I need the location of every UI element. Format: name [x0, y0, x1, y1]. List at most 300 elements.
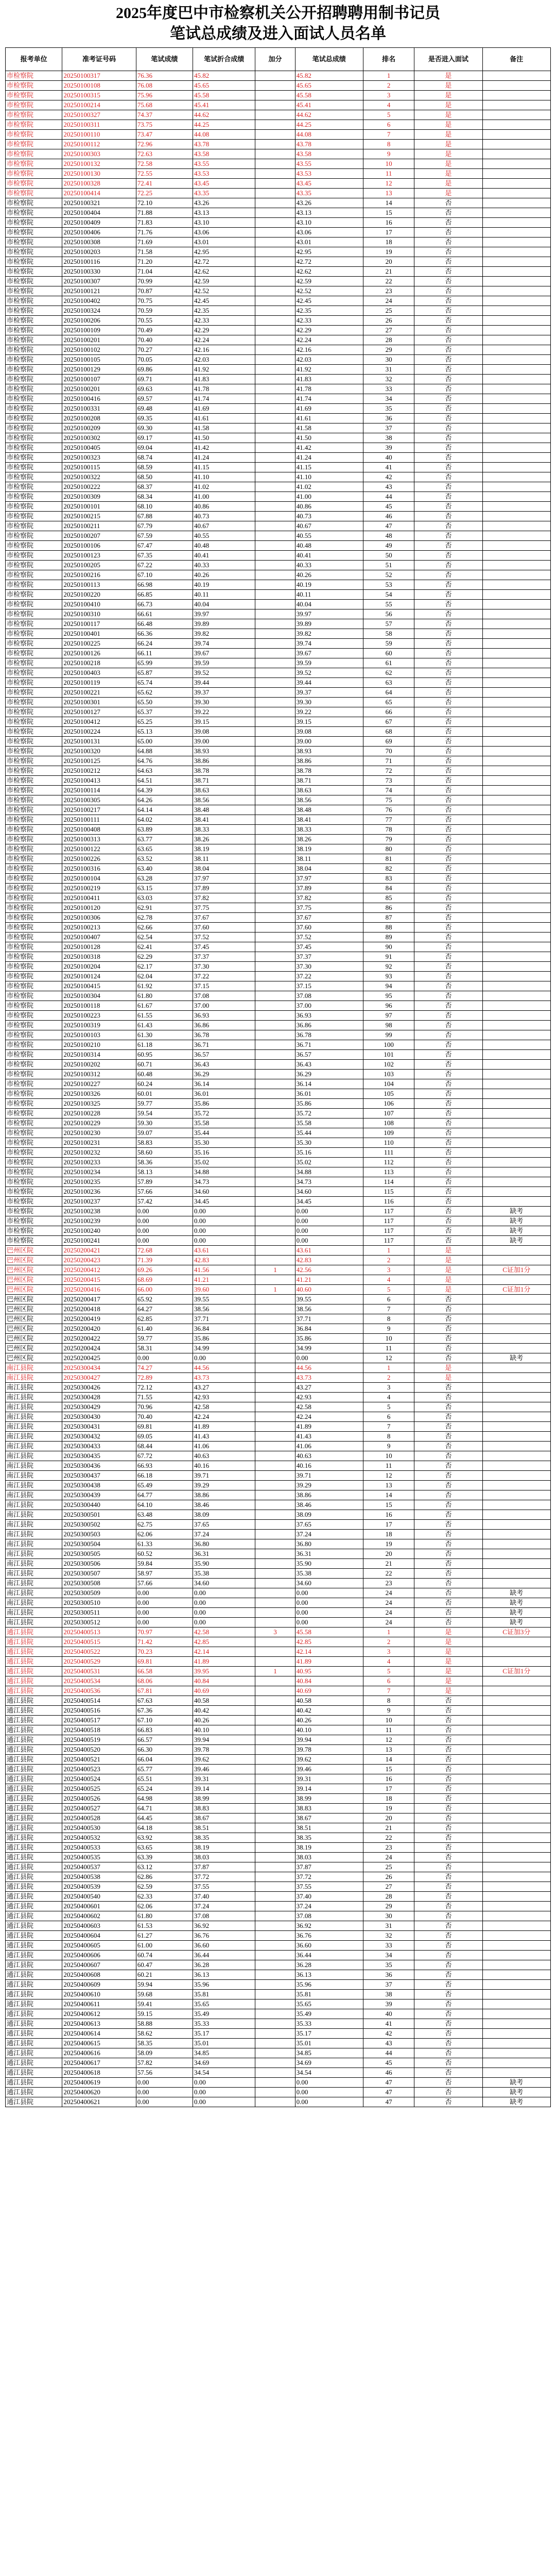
cell-converted-score: 41.58: [193, 423, 255, 433]
cell-rank: 99: [363, 1030, 414, 1040]
cell-remark: [482, 1314, 550, 1324]
cell-bonus: [255, 247, 295, 257]
cell-score: 65.87: [136, 668, 193, 678]
cell-unit: 通江县院: [6, 2068, 62, 2078]
cell-remark: C证加1分: [482, 1285, 550, 1295]
cell-total-score: 37.60: [295, 923, 363, 933]
table-row: [6, 169, 551, 179]
cell-converted-score: 41.02: [193, 482, 255, 492]
cell-converted-score: 41.74: [193, 394, 255, 404]
cell-interview: 否: [414, 1304, 482, 1314]
cell-interview: 否: [414, 502, 482, 512]
cell-converted-score: 41.43: [193, 1432, 255, 1442]
cell-converted-score: 0.00: [193, 1588, 255, 1598]
cell-rank: 24: [363, 1853, 414, 1862]
table-row: [6, 1970, 551, 1980]
cell-converted-score: 39.97: [193, 609, 255, 619]
cell-bonus: [255, 1970, 295, 1980]
cell-total-score: 40.73: [295, 512, 363, 521]
cell-bonus: [255, 658, 295, 668]
cell-converted-score: 37.24: [193, 1530, 255, 1539]
cell-converted-score: 40.67: [193, 521, 255, 531]
cell-total-score: 43.13: [295, 208, 363, 218]
cell-unit: 巴州区院: [6, 1256, 62, 1265]
cell-score: 57.66: [136, 1579, 193, 1588]
cell-unit: 市检察院: [6, 766, 62, 776]
cell-rank: 69: [363, 737, 414, 747]
cell-remark: [482, 149, 550, 159]
cell-exam-no: 20250200418: [62, 1304, 136, 1314]
cell-remark: [482, 962, 550, 972]
cell-score: 63.03: [136, 893, 193, 903]
cell-unit: 巴州区院: [6, 1285, 62, 1295]
cell-bonus: [255, 1999, 295, 2009]
table-row: [6, 1784, 551, 1794]
table-row: [6, 1481, 551, 1490]
table-row: [6, 991, 551, 1001]
table-row: [6, 1265, 551, 1275]
cell-score: 57.89: [136, 1177, 193, 1187]
cell-unit: 通江县院: [6, 1970, 62, 1980]
cell-bonus: [255, 707, 295, 717]
cell-unit: 市检察院: [6, 884, 62, 893]
cell-converted-score: 36.13: [193, 1970, 255, 1980]
cell-bonus: [255, 335, 295, 345]
cell-exam-no: 20250100239: [62, 1216, 136, 1226]
cell-total-score: 35.16: [295, 1148, 363, 1158]
cell-interview: 否: [414, 1833, 482, 1843]
cell-rank: 5: [363, 110, 414, 120]
cell-rank: 43: [363, 2039, 414, 2048]
table-row: [6, 1530, 551, 1539]
cell-exam-no: 20250100411: [62, 893, 136, 903]
table-row: [6, 512, 551, 521]
cell-unit: 市检察院: [6, 1128, 62, 1138]
cell-bonus: [255, 1735, 295, 1745]
cell-converted-score: 37.08: [193, 1911, 255, 1921]
cell-rank: 55: [363, 600, 414, 609]
cell-exam-no: 20250400532: [62, 1833, 136, 1843]
cell-remark: 缺考: [482, 1226, 550, 1236]
cell-exam-no: 20250400612: [62, 2009, 136, 2019]
cell-converted-score: 40.73: [193, 512, 255, 521]
cell-rank: 117: [363, 1236, 414, 1246]
cell-interview: 否: [414, 531, 482, 541]
cell-rank: 12: [363, 1735, 414, 1745]
table-row: [6, 316, 551, 326]
cell-interview: 是: [414, 1686, 482, 1696]
cell-bonus: [255, 1383, 295, 1393]
cell-total-score: 41.78: [295, 384, 363, 394]
cell-score: 67.88: [136, 512, 193, 521]
cell-bonus: [255, 541, 295, 551]
cell-remark: [482, 688, 550, 698]
cell-remark: [482, 1275, 550, 1285]
cell-exam-no: 20250400611: [62, 1999, 136, 2009]
cell-score: 70.75: [136, 296, 193, 306]
cell-total-score: 37.30: [295, 962, 363, 972]
cell-bonus: [255, 874, 295, 884]
cell-converted-score: 38.93: [193, 747, 255, 756]
cell-converted-score: 40.11: [193, 590, 255, 600]
cell-converted-score: 42.95: [193, 247, 255, 257]
table-row: [6, 492, 551, 502]
table-row: [6, 1931, 551, 1941]
cell-rank: 75: [363, 795, 414, 805]
cell-total-score: 45.82: [295, 71, 363, 81]
cell-score: 70.55: [136, 316, 193, 326]
cell-unit: 通江县院: [6, 2009, 62, 2019]
cell-converted-score: 41.15: [193, 463, 255, 472]
cell-rank: 31: [363, 365, 414, 375]
cell-bonus: [255, 1226, 295, 1236]
cell-exam-no: 20250400609: [62, 1980, 136, 1990]
cell-exam-no: 20250400527: [62, 1804, 136, 1814]
cell-interview: 否: [414, 384, 482, 394]
cell-unit: 市检察院: [6, 747, 62, 756]
cell-bonus: [255, 590, 295, 600]
cell-score: 73.75: [136, 120, 193, 130]
cell-converted-score: 38.56: [193, 795, 255, 805]
cell-remark: [482, 169, 550, 179]
cell-bonus: [255, 688, 295, 698]
cell-rank: 110: [363, 1138, 414, 1148]
cell-converted-score: 42.83: [193, 1256, 255, 1265]
cell-unit: 通江县院: [6, 1716, 62, 1725]
cell-remark: [482, 795, 550, 805]
cell-remark: [482, 140, 550, 149]
cell-rank: 108: [363, 1118, 414, 1128]
table-row: [6, 1070, 551, 1079]
cell-remark: [482, 737, 550, 747]
cell-bonus: [255, 2048, 295, 2058]
cell-score: 66.93: [136, 1461, 193, 1471]
table-row: [6, 1990, 551, 1999]
table-row: [6, 394, 551, 404]
cell-bonus: [255, 208, 295, 218]
cell-rank: 17: [363, 228, 414, 238]
cell-bonus: [255, 609, 295, 619]
cell-interview: 否: [414, 835, 482, 844]
cell-interview: 否: [414, 228, 482, 238]
cell-unit: 市检察院: [6, 267, 62, 277]
cell-score: 69.57: [136, 394, 193, 404]
cell-total-score: 37.72: [295, 1872, 363, 1882]
cell-rank: 117: [363, 1216, 414, 1226]
table-row: [6, 903, 551, 913]
cell-converted-score: 38.09: [193, 1510, 255, 1520]
table-row: [6, 923, 551, 933]
cell-total-score: 38.71: [295, 776, 363, 786]
cell-interview: 否: [414, 1725, 482, 1735]
cell-interview: 否: [414, 551, 482, 561]
cell-bonus: [255, 1099, 295, 1109]
cell-remark: [482, 277, 550, 286]
cell-converted-score: 45.82: [193, 71, 255, 81]
cell-exam-no: 20250100218: [62, 658, 136, 668]
cell-remark: [482, 1099, 550, 1109]
table-row: [6, 1794, 551, 1804]
cell-interview: 是: [414, 1647, 482, 1657]
cell-score: 60.01: [136, 1089, 193, 1099]
cell-exam-no: 20250100223: [62, 1011, 136, 1021]
cell-rank: 42: [363, 2029, 414, 2039]
cell-exam-no: 20250100322: [62, 472, 136, 482]
cell-bonus: [255, 257, 295, 267]
column-header-rank: 排名: [363, 48, 414, 71]
cell-score: 71.20: [136, 257, 193, 267]
cell-interview: 否: [414, 825, 482, 835]
cell-remark: [482, 1079, 550, 1089]
cell-score: 76.08: [136, 81, 193, 91]
cell-bonus: [255, 913, 295, 923]
cell-bonus: [255, 1872, 295, 1882]
cell-total-score: 39.97: [295, 609, 363, 619]
cell-converted-score: 37.40: [193, 1892, 255, 1902]
cell-unit: 通江县院: [6, 2097, 62, 2107]
cell-interview: 否: [414, 1432, 482, 1442]
table-row: [6, 365, 551, 375]
cell-score: 57.56: [136, 2068, 193, 2078]
cell-total-score: 39.74: [295, 639, 363, 649]
cell-bonus: 3: [255, 1628, 295, 1637]
cell-unit: 市检察院: [6, 531, 62, 541]
cell-remark: [482, 1001, 550, 1011]
cell-bonus: [255, 1471, 295, 1481]
cell-total-score: 38.09: [295, 1510, 363, 1520]
cell-total-score: 40.33: [295, 561, 363, 570]
cell-score: 58.09: [136, 2048, 193, 2058]
cell-score: 69.48: [136, 404, 193, 414]
cell-rank: 4: [363, 100, 414, 110]
cell-score: 0.00: [136, 2088, 193, 2097]
cell-interview: 否: [414, 1236, 482, 1246]
cell-converted-score: 38.71: [193, 776, 255, 786]
cell-bonus: [255, 1177, 295, 1187]
cell-total-score: 36.93: [295, 1011, 363, 1021]
cell-interview: 否: [414, 296, 482, 306]
cell-rank: 7: [363, 1422, 414, 1432]
cell-bonus: [255, 1657, 295, 1667]
cell-exam-no: 20250100130: [62, 169, 136, 179]
cell-unit: 市检察院: [6, 639, 62, 649]
cell-exam-no: 20250300433: [62, 1442, 136, 1451]
cell-total-score: 41.06: [295, 1442, 363, 1451]
cell-score: 66.36: [136, 629, 193, 639]
cell-rank: 8: [363, 1432, 414, 1442]
cell-unit: 通江县院: [6, 2029, 62, 2039]
cell-rank: 13: [363, 1481, 414, 1490]
cell-remark: [482, 903, 550, 913]
cell-total-score: 42.24: [295, 1412, 363, 1422]
cell-interview: 否: [414, 805, 482, 815]
cell-bonus: [255, 766, 295, 776]
cell-score: 66.24: [136, 639, 193, 649]
cell-rank: 95: [363, 991, 414, 1001]
cell-total-score: 40.19: [295, 580, 363, 590]
cell-rank: 47: [363, 2088, 414, 2097]
cell-total-score: 38.51: [295, 1823, 363, 1833]
cell-score: 60.74: [136, 1951, 193, 1960]
cell-rank: 7: [363, 1304, 414, 1314]
cell-unit: 通江县院: [6, 1843, 62, 1853]
cell-remark: [482, 267, 550, 277]
cell-exam-no: 20250100309: [62, 492, 136, 502]
table-body: [6, 71, 551, 2107]
cell-bonus: [255, 600, 295, 609]
cell-converted-score: 39.44: [193, 678, 255, 688]
cell-remark: [482, 1442, 550, 1451]
cell-score: 58.36: [136, 1158, 193, 1167]
cell-remark: [482, 864, 550, 874]
cell-remark: [482, 1118, 550, 1128]
cell-total-score: 36.86: [295, 1021, 363, 1030]
cell-unit: 通江县院: [6, 1823, 62, 1833]
cell-total-score: 39.78: [295, 1745, 363, 1755]
cell-bonus: [255, 1402, 295, 1412]
cell-rank: 101: [363, 1050, 414, 1060]
cell-exam-no: 20250100225: [62, 639, 136, 649]
cell-bonus: [255, 1559, 295, 1569]
cell-unit: 市检察院: [6, 120, 62, 130]
cell-interview: 是: [414, 140, 482, 149]
cell-unit: 市检察院: [6, 1099, 62, 1109]
cell-converted-score: 39.55: [193, 1295, 255, 1304]
cell-rank: 2: [363, 1373, 414, 1383]
cell-score: 64.18: [136, 1823, 193, 1833]
table-row: [6, 1001, 551, 1011]
cell-converted-score: 43.55: [193, 159, 255, 169]
cell-unit: 南江县院: [6, 1520, 62, 1530]
cell-interview: 否: [414, 1696, 482, 1706]
cell-exam-no: 20250100327: [62, 110, 136, 120]
cell-total-score: 41.89: [295, 1657, 363, 1667]
cell-score: 70.97: [136, 1628, 193, 1637]
table-row: [6, 1353, 551, 1363]
cell-rank: 20: [363, 1549, 414, 1559]
cell-bonus: [255, 1814, 295, 1823]
cell-converted-score: 36.92: [193, 1921, 255, 1931]
cell-remark: [482, 707, 550, 717]
cell-converted-score: 37.22: [193, 972, 255, 981]
cell-interview: 否: [414, 609, 482, 619]
cell-converted-score: 39.52: [193, 668, 255, 678]
cell-rank: 3: [363, 91, 414, 100]
table-row: [6, 1520, 551, 1530]
cell-remark: [482, 747, 550, 756]
cell-unit: 通江县院: [6, 1999, 62, 2009]
cell-converted-score: 39.71: [193, 1471, 255, 1481]
cell-bonus: [255, 1461, 295, 1471]
cell-interview: 是: [414, 81, 482, 91]
cell-rank: 38: [363, 1990, 414, 1999]
cell-remark: [482, 629, 550, 639]
cell-exam-no: 20250300439: [62, 1490, 136, 1500]
cell-rank: 15: [363, 1500, 414, 1510]
cell-total-score: 34.60: [295, 1187, 363, 1197]
cell-converted-score: 36.71: [193, 1040, 255, 1050]
cell-exam-no: 20250400604: [62, 1931, 136, 1941]
cell-rank: 40: [363, 2009, 414, 2019]
cell-exam-no: 20250100401: [62, 629, 136, 639]
cell-exam-no: 20250100303: [62, 149, 136, 159]
cell-unit: 通江县院: [6, 1706, 62, 1716]
table-row: [6, 1079, 551, 1089]
cell-remark: [482, 1804, 550, 1814]
cell-score: 63.65: [136, 844, 193, 854]
cell-total-score: 38.26: [295, 835, 363, 844]
cell-score: 58.31: [136, 1344, 193, 1353]
cell-interview: 是: [414, 120, 482, 130]
cell-score: 65.37: [136, 707, 193, 717]
cell-rank: 64: [363, 688, 414, 698]
table-row: [6, 835, 551, 844]
cell-exam-no: 20250400516: [62, 1706, 136, 1716]
cell-converted-score: 43.13: [193, 208, 255, 218]
cell-interview: 否: [414, 1118, 482, 1128]
cell-unit: 通江县院: [6, 1911, 62, 1921]
cell-remark: [482, 1843, 550, 1853]
cell-remark: [482, 463, 550, 472]
cell-rank: 44: [363, 2048, 414, 2058]
cell-interview: 否: [414, 2058, 482, 2068]
cell-interview: 否: [414, 629, 482, 639]
cell-interview: 否: [414, 1207, 482, 1216]
cell-converted-score: 36.44: [193, 1951, 255, 1960]
cell-unit: 南江县院: [6, 1402, 62, 1412]
cell-score: 58.13: [136, 1167, 193, 1177]
cell-unit: 市检察院: [6, 286, 62, 296]
cell-remark: 缺考: [482, 1236, 550, 1246]
cell-interview: 否: [414, 698, 482, 707]
cell-score: 67.10: [136, 570, 193, 580]
cell-total-score: 38.41: [295, 815, 363, 825]
cell-exam-no: 20250300432: [62, 1432, 136, 1442]
cell-exam-no: 20250100402: [62, 296, 136, 306]
cell-score: 61.80: [136, 991, 193, 1001]
cell-bonus: [255, 1001, 295, 1011]
cell-exam-no: 20250300509: [62, 1588, 136, 1598]
cell-unit: 南江县院: [6, 1530, 62, 1539]
cell-unit: 市检察院: [6, 433, 62, 443]
cell-unit: 通江县院: [6, 1980, 62, 1990]
cell-total-score: 39.67: [295, 649, 363, 658]
cell-score: 63.48: [136, 1510, 193, 1520]
cell-interview: 否: [414, 1549, 482, 1559]
cell-remark: [482, 1530, 550, 1539]
cell-rank: 24: [363, 1588, 414, 1598]
cell-bonus: [255, 2097, 295, 2107]
cell-total-score: 38.86: [295, 1490, 363, 1500]
cell-total-score: 37.82: [295, 893, 363, 903]
cell-interview: 否: [414, 1481, 482, 1490]
cell-rank: 25: [363, 1862, 414, 1872]
cell-score: 67.10: [136, 1716, 193, 1725]
cell-rank: 107: [363, 1109, 414, 1118]
table-row: [6, 1500, 551, 1510]
cell-interview: 否: [414, 1569, 482, 1579]
cell-total-score: 41.61: [295, 414, 363, 423]
cell-unit: 南江县院: [6, 1500, 62, 1510]
cell-bonus: [255, 355, 295, 365]
cell-total-score: 38.04: [295, 864, 363, 874]
cell-rank: 83: [363, 874, 414, 884]
cell-interview: 否: [414, 453, 482, 463]
cell-remark: [482, 1872, 550, 1882]
cell-score: 62.66: [136, 923, 193, 933]
cell-bonus: [255, 453, 295, 463]
cell-interview: 否: [414, 1814, 482, 1823]
